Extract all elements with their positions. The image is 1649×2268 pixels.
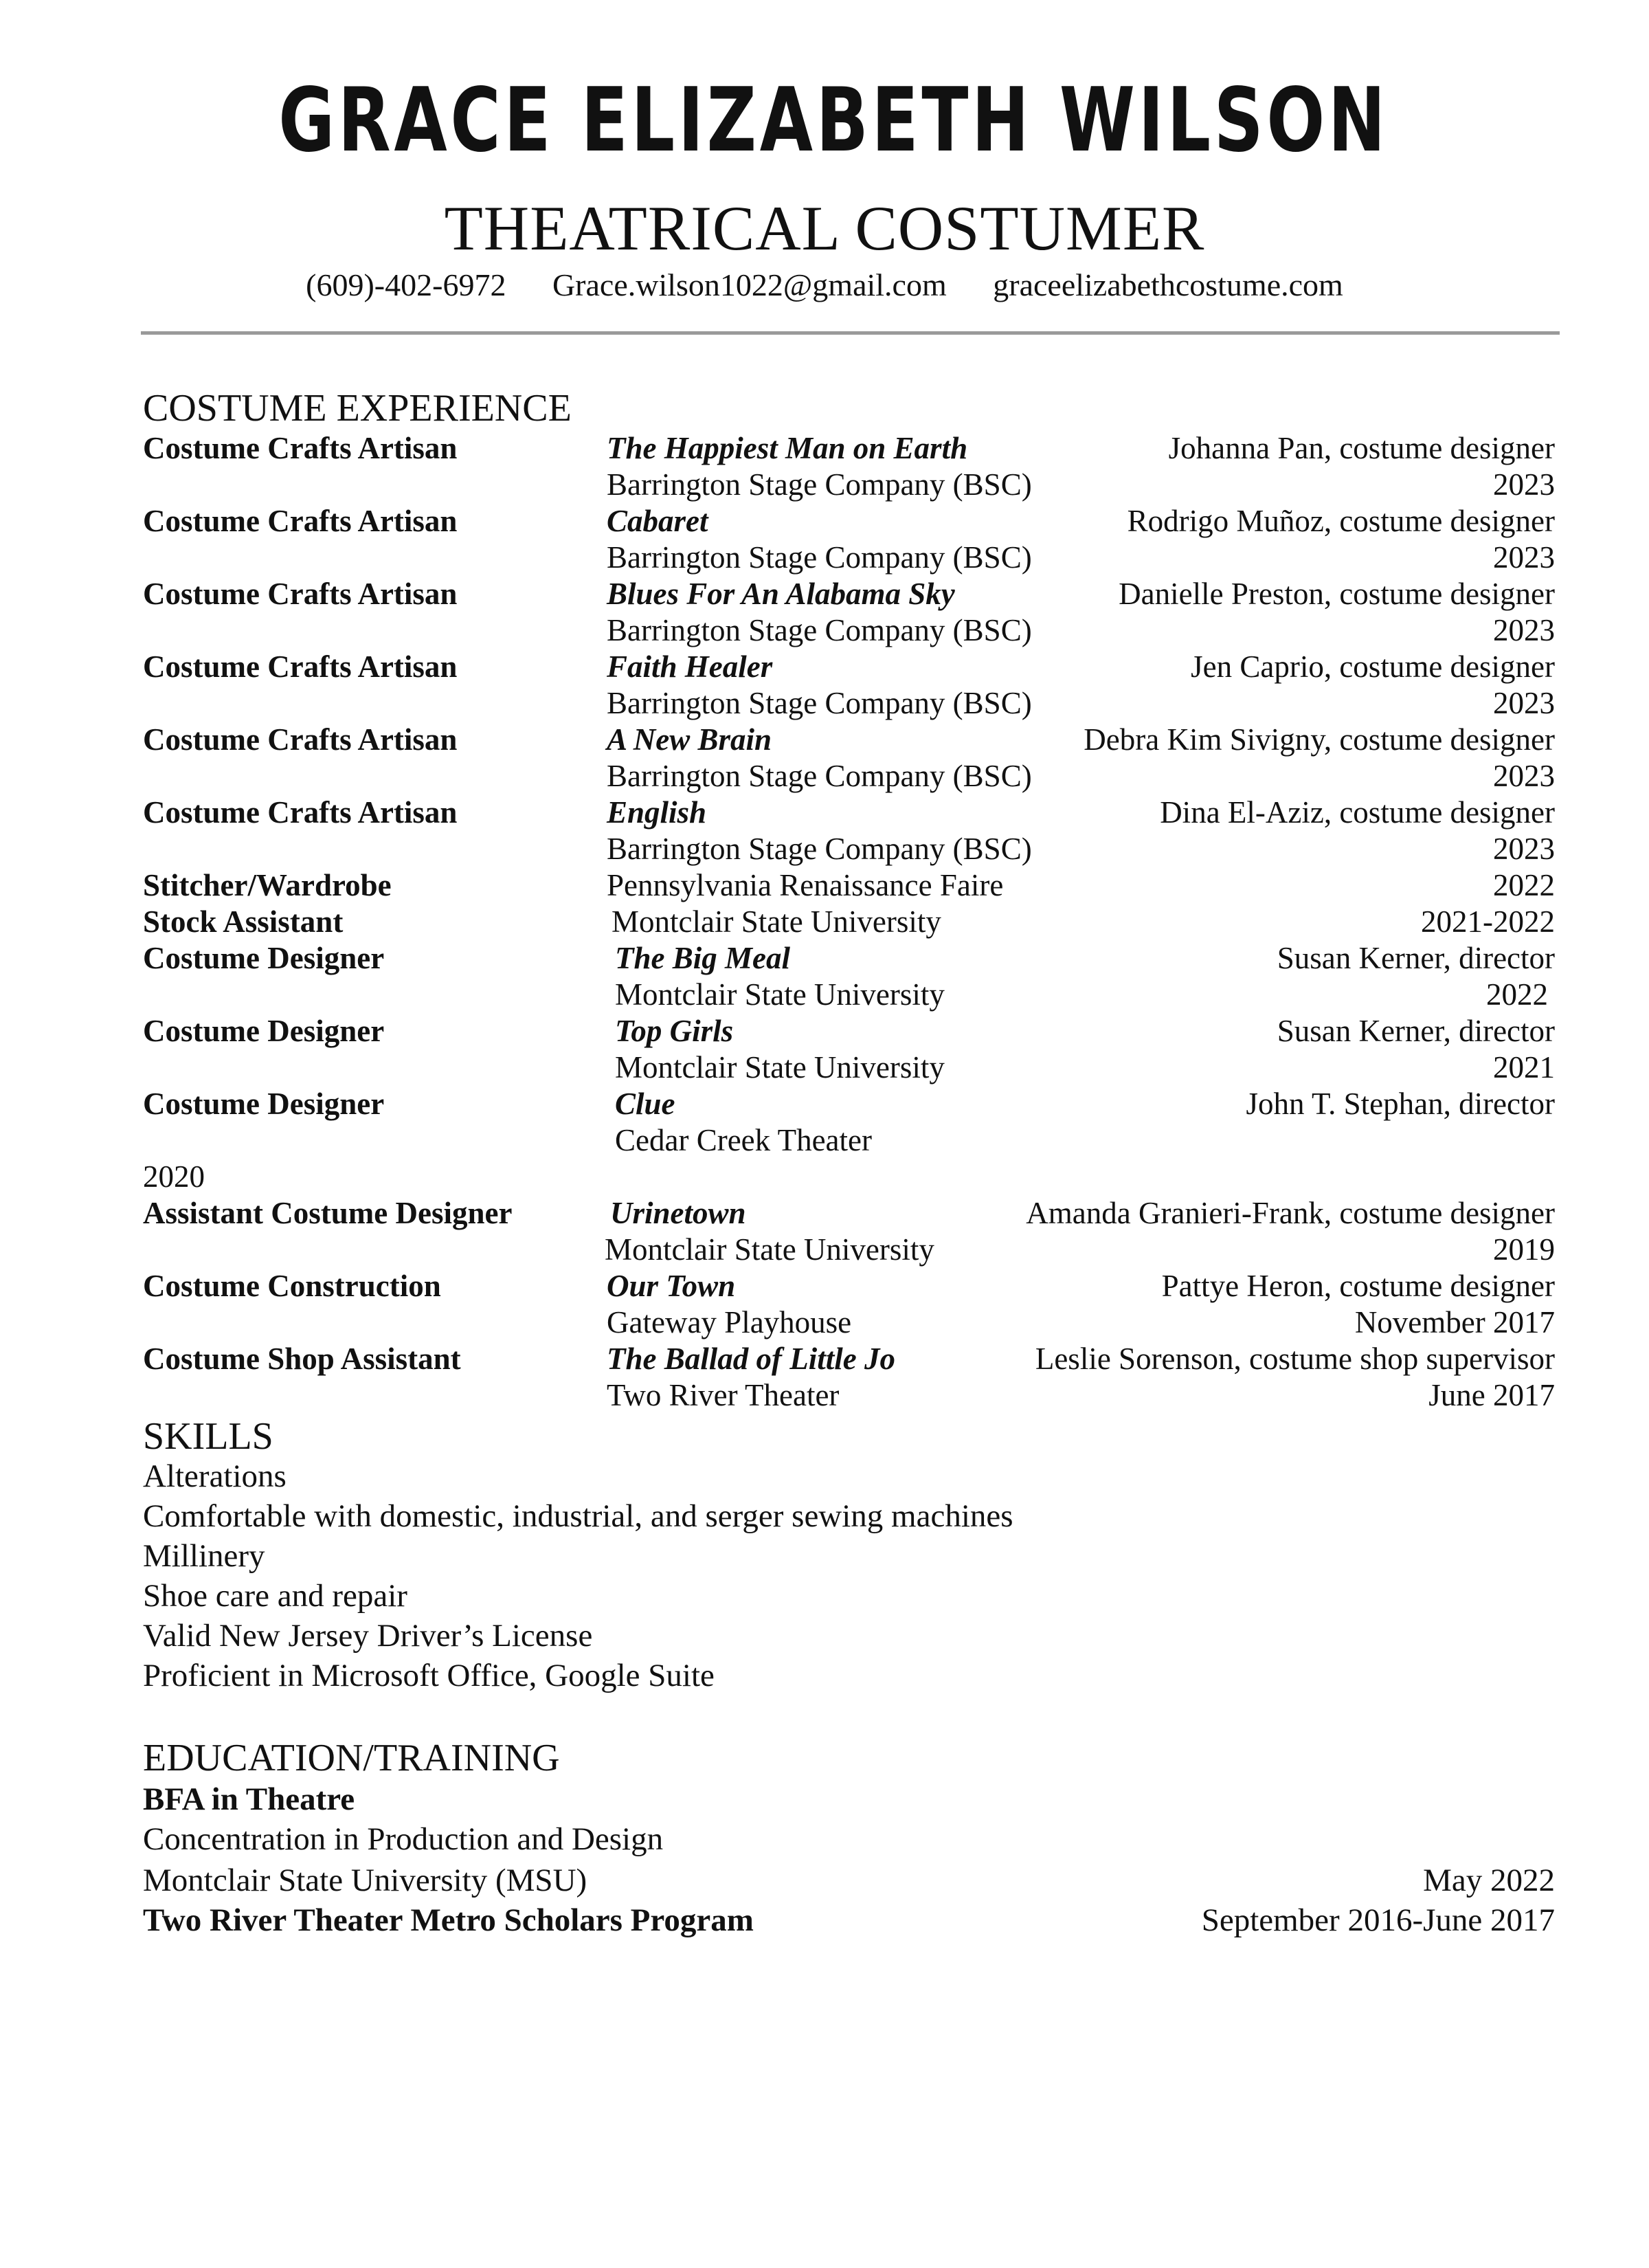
credit: Debra Kim Sivigny, costume designer xyxy=(1084,722,1555,757)
program-line xyxy=(143,1900,1555,1940)
job-role: Costume Crafts Artisan xyxy=(143,577,458,611)
school-name: Montclair State University (MSU) xyxy=(143,1863,587,1898)
job-role: Costume Crafts Artisan xyxy=(143,795,458,830)
experience-entry-line xyxy=(143,576,1555,612)
experience-entry-line xyxy=(143,722,1555,758)
experience-venue-line xyxy=(143,831,1555,867)
credit: Danielle Preston, costume designer xyxy=(1119,577,1555,611)
contact-line xyxy=(0,269,1649,301)
venue: Barrington Stage Company (BSC) xyxy=(607,832,1032,866)
experience-venue-line xyxy=(143,467,1555,503)
date: 2021-2022 xyxy=(1421,904,1555,939)
experience-entry-line xyxy=(143,1086,1555,1122)
website-link[interactable]: graceelizabethcostume.com xyxy=(993,267,1343,302)
phone-number: (609)-402-6972 xyxy=(306,267,506,302)
experience-venue-line xyxy=(143,685,1555,722)
orphan-date-line xyxy=(143,1159,1555,1195)
credit: Leslie Sorenson, costume shop supervisor xyxy=(1035,1342,1555,1376)
skill-item: Valid New Jersey Driver’s License xyxy=(143,1618,593,1654)
experience-venue-line xyxy=(143,758,1555,794)
venue: Barrington Stage Company (BSC) xyxy=(607,467,1032,502)
job-role: Costume Shop Assistant xyxy=(143,1342,461,1376)
email-address[interactable]: Grace.wilson1022@gmail.com xyxy=(552,267,947,302)
venue: Gateway Playhouse xyxy=(607,1305,852,1339)
school-date: May 2022 xyxy=(1423,1863,1555,1898)
experience-venue-line xyxy=(143,977,1555,1013)
show-title: Our Town xyxy=(607,1269,736,1303)
venue: Cedar Creek Theater xyxy=(615,1123,872,1157)
credit: Pattye Heron, costume designer xyxy=(1161,1269,1555,1303)
venue: Barrington Stage Company (BSC) xyxy=(607,540,1032,575)
experience-venue-line xyxy=(143,1122,1555,1159)
venue: Montclair State University xyxy=(605,1232,934,1267)
show-title: English xyxy=(607,795,707,830)
job-role: Assistant Costume Designer xyxy=(143,1196,513,1230)
skill-item: Shoe care and repair xyxy=(143,1578,407,1614)
job-role: Costume Crafts Artisan xyxy=(143,722,458,757)
date: 2020 xyxy=(143,1159,205,1194)
job-role: Stock Assistant xyxy=(143,904,344,939)
job-role: Costume Designer xyxy=(143,1014,385,1048)
date: November 2017 xyxy=(1354,1305,1555,1339)
date: 2022 xyxy=(1486,977,1548,1012)
school-line xyxy=(143,1860,1555,1900)
skills-heading: SKILLS xyxy=(143,1415,273,1458)
credit: Dina El-Aziz, costume designer xyxy=(1160,795,1555,830)
show-title: The Big Meal xyxy=(615,941,790,975)
experience-venue-line xyxy=(143,540,1555,576)
education-heading: EDUCATION/TRAINING xyxy=(143,1737,560,1779)
skill-item: Comfortable with domestic, industrial, and serger sewing machines xyxy=(143,1498,1013,1534)
skill-item: Alterations xyxy=(143,1458,287,1494)
job-role: Costume Designer xyxy=(143,941,385,975)
credit: Susan Kerner, director xyxy=(1277,1014,1555,1048)
experience-entry-line xyxy=(143,430,1555,467)
credit: Susan Kerner, director xyxy=(1277,941,1555,975)
date: 2023 xyxy=(1493,467,1555,502)
experience-entry-line xyxy=(143,1268,1555,1304)
experience-venue-line xyxy=(143,1049,1555,1086)
date: 2023 xyxy=(1493,759,1555,793)
venue: Two River Theater xyxy=(607,1378,840,1412)
experience-entry-line xyxy=(143,940,1555,977)
date: 2019 xyxy=(1493,1232,1555,1267)
program-date: September 2016-June 2017 xyxy=(1201,1902,1555,1938)
venue: Montclair State University xyxy=(612,904,941,939)
date: June 2017 xyxy=(1428,1378,1555,1412)
show-title: Blues For An Alabama Sky xyxy=(607,577,955,611)
experience-heading: COSTUME EXPERIENCE xyxy=(143,387,572,430)
skill-item: Proficient in Microsoft Office, Google Suite xyxy=(143,1658,715,1693)
applicant-name: GRACE ELIZABETH WILSON xyxy=(278,69,1389,172)
program-name: Two River Theater Metro Scholars Program xyxy=(143,1902,754,1938)
header-divider xyxy=(141,331,1560,335)
show-title: The Ballad of Little Jo xyxy=(607,1342,895,1376)
credit: Johanna Pan, costume designer xyxy=(1168,431,1555,465)
job-role: Costume Designer xyxy=(143,1087,385,1121)
job-role: Costume Crafts Artisan xyxy=(143,431,458,465)
date: 2023 xyxy=(1493,832,1555,866)
professional-title: THEATRICAL COSTUMER xyxy=(444,193,1205,263)
concentration: Concentration in Production and Design xyxy=(143,1821,664,1857)
show-title: Clue xyxy=(615,1087,675,1121)
credit: John T. Stephan, director xyxy=(1246,1087,1555,1121)
job-role: Costume Crafts Artisan xyxy=(143,649,458,684)
experience-entry-line xyxy=(143,1013,1555,1049)
date: 2023 xyxy=(1493,613,1555,647)
show-title: Urinetown xyxy=(610,1196,746,1230)
show-title: Top Girls xyxy=(615,1014,734,1048)
degree: BFA in Theatre xyxy=(143,1781,355,1817)
date: 2023 xyxy=(1493,686,1555,720)
experience-entry-line xyxy=(143,1195,1555,1232)
credit: Rodrigo Muñoz, costume designer xyxy=(1127,504,1555,538)
credit: Amanda Granieri-Frank, costume designer xyxy=(1026,1196,1555,1230)
experience-venue-line xyxy=(143,1377,1555,1414)
show-title: Cabaret xyxy=(607,504,708,538)
venue: Barrington Stage Company (BSC) xyxy=(607,613,1032,647)
venue: Pennsylvania Renaissance Faire xyxy=(607,868,1004,902)
experience-single-line xyxy=(143,904,1555,940)
venue: Montclair State University xyxy=(615,1050,945,1085)
date: 2022 xyxy=(1493,868,1555,902)
show-title: Faith Healer xyxy=(607,649,773,684)
experience-entry-line xyxy=(143,503,1555,540)
venue: Montclair State University xyxy=(615,977,945,1012)
credit: Jen Caprio, costume designer xyxy=(1191,649,1555,684)
date: 2021 xyxy=(1493,1050,1555,1085)
show-title: The Happiest Man on Earth xyxy=(607,431,968,465)
experience-venue-line xyxy=(143,1304,1555,1341)
venue: Barrington Stage Company (BSC) xyxy=(607,759,1032,793)
experience-venue-line xyxy=(143,612,1555,649)
experience-entry-line xyxy=(143,1341,1555,1377)
experience-single-line xyxy=(143,867,1555,904)
job-role: Stitcher/Wardrobe xyxy=(143,868,392,902)
show-title: A New Brain xyxy=(607,722,772,757)
job-role: Costume Crafts Artisan xyxy=(143,504,458,538)
experience-venue-line xyxy=(143,1232,1555,1268)
experience-entry-line xyxy=(143,649,1555,685)
job-role: Costume Construction xyxy=(143,1269,441,1303)
venue: Barrington Stage Company (BSC) xyxy=(607,686,1032,720)
experience-entry-line xyxy=(143,794,1555,831)
skill-item: Millinery xyxy=(143,1538,265,1574)
date: 2023 xyxy=(1493,540,1555,575)
